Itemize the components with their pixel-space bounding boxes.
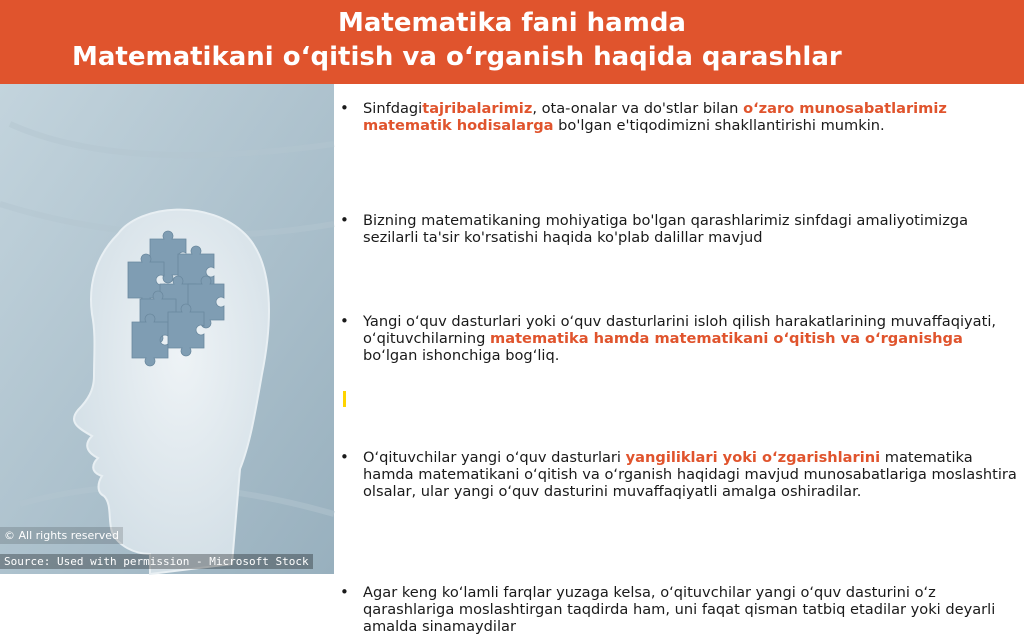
bullet-1-text-a: Sinfdagi — [363, 100, 423, 117]
bullet-3-highlight: matematika hamda matematikani o‘qitish va o‘rganishga — [490, 330, 963, 347]
bullet-item-3 — [340, 313, 1018, 364]
slide-title — [0, 0, 1024, 84]
photo-source-credit: Source: Used with permission - Microsoft Stock — [0, 554, 313, 569]
bullet-3-text-a: Yangi o‘quv dasturlari yoki o‘quv dasturlarini isloh qilish harakatlarining muvaffaqiyati, o‘qituvchilarning — [363, 313, 997, 347]
bullet-1-text-b: , ota-onalar va do'stlar bilan — [532, 100, 744, 117]
bullet-list — [340, 100, 1018, 635]
bullet-5-text: Agar keng ko‘lamli farqlar yuzaga kelsa, o‘qituvchilar yangi o‘quv dasturini o‘z qarashlariga moslashtirgan taqdirda ham, uni faqat qisman tatbiq etadilar yoki deyarli amalda sinamaydilar — [363, 584, 996, 635]
bullet-item-2 — [340, 212, 1018, 246]
copyright-notice: © All rights reserved — [0, 527, 123, 544]
bullet-4-text-b: matematika hamda matematikani o‘qitish va o‘rganish haqidagi mavjud munosabatlariga moslashtira olsalar, ular yangi o‘quv dasturini muvaffaqiyatli amalga oshiradilar. — [363, 449, 1017, 500]
head-silhouette-illustration — [0, 84, 334, 574]
text-cursor-mark — [343, 391, 346, 407]
bullet-1-highlight-b: o‘zaro munosabatlarimiz matematik hodisalarga — [363, 100, 947, 134]
head-puzzle-photo — [0, 84, 334, 574]
bullet-4-text-a: O‘qituvchilar yangi o‘quv dasturlari — [363, 449, 626, 466]
title-line-1: Matematika fani hamda — [338, 8, 686, 38]
bullet-4-highlight: yangiliklari yoki o‘zgarishlarini — [625, 449, 881, 466]
bullet-1-highlight-a: tajribalarimiz — [422, 100, 533, 117]
bullet-1-text-c: bo'lgan e'tiqodimizni shakllantirishi mumkin. — [553, 117, 885, 134]
title-line-2: Matematikani o‘qitish va o‘rganish haqida qarashlar — [72, 42, 842, 72]
bullet-2-text: Bizning matematikaning mohiyatiga bo'lgan qarashlarimiz sinfdagi amaliyotimizga sezilarli ta'sir ko'rsatishi haqida ko'plab dalillar mavjud — [363, 212, 969, 246]
bullet-item-4 — [340, 449, 1018, 500]
bullet-item-1 — [340, 100, 1018, 134]
bullet-item-5 — [340, 584, 1018, 635]
bullet-3-text-b: bo‘lgan ishonchiga bog‘liq. — [363, 347, 560, 364]
